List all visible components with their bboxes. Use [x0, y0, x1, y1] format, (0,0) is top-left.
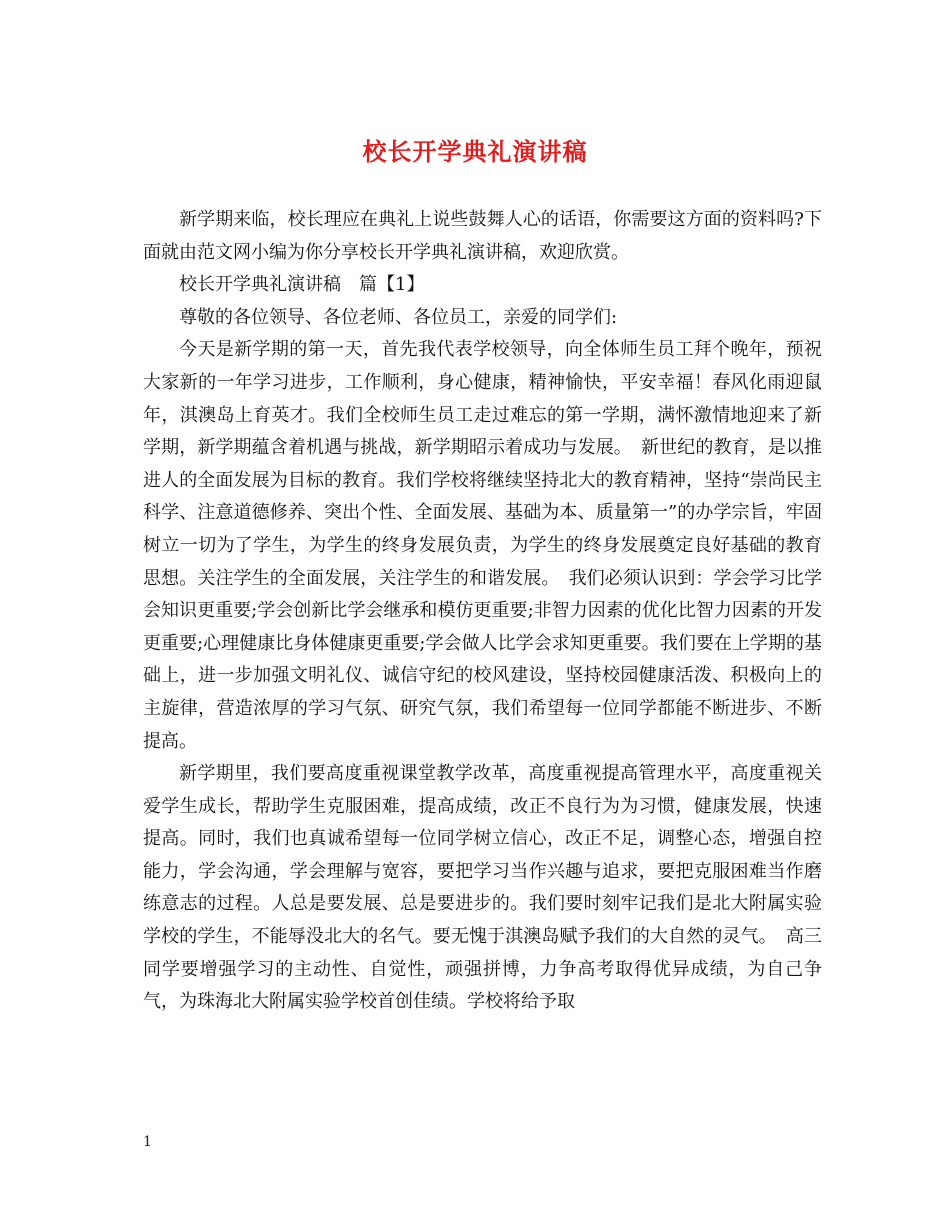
paragraph-body-1: 今天是新学期的第一天，首先我代表学校领导，向全体师生员工拜个晚年，预祝大家新的一年学习进步，工作顺利，身心健康，精神愉快，平安幸福！春风化雨迎鼠年，淇澳岛上育英才。我们全校师生员工走过难忘的第一学期，满怀激情地迎来了新学期，新学期蕴含着机遇与挑战，新学期昭示着成功与发展。 新世纪的教育，是以推进人的全面发展为目标的教育。我们学校将继续坚持北大的教育精神，坚持“崇尚民主科学、注意道德修养、突出个性、全面发展、基础为本、质量第一”的办学宗旨，牢固树立一切为了学生，为学生的终身发展负责，为学生的终身发展奠定良好基础的教育思想。关注学生的全面发展，关注学生的和谐发展。 我们必须认识到：学会学习比学会知识更重要;学会创新比学会继承和模仿更重要;非智力因素的优化比智力因素的开发更重要;心理健康比身体健康更重要;学会做人比学会求知更重要。我们要在上学期的基础上，进一步加强文明礼仪、诚信守纪的校风建设，坚持校园健康活泼、积极向上的主旋律，营造浓厚的学习气氛、研究气氛，我们希望每一位同学都能不断进步、不断提高。	[143, 339, 822, 752]
page-number: 1	[143, 1134, 152, 1150]
salutation: 尊敬的各位领导、各位老师、各位员工，亲爱的同学们:	[179, 306, 618, 328]
section-heading: 校长开学典礼演讲稿 篇【1】	[179, 274, 425, 296]
paragraph-body-2: 新学期里，我们要高度重视课堂教学改革，高度重视提高管理水平，高度重视关爱学生成长，帮助学生克服困难，提高成绩，改正不良行为为习惯，健康发展，快速提高。同时，我们也真诚希望每一位同学树立信心，改正不足，调整心态，增强自控能力，学会沟通，学会理解与宽容，要把学习当作兴趣与追求，要把克服困难当作磨练意志的过程。人总是要发展、总是要进步的。我们要时刻牢记我们是北大附属实验学校的学生，不能辱没北大的名气。要无愧于淇澳岛赋予我们的大自然的灵气。 高三同学要增强学习的主动性、自觉性，顽强拼博，力争高考取得优异成绩，为自己争气，为珠海北大附属实验学校首创佳绩。学校将给予取	[143, 763, 822, 1013]
document-body	[143, 204, 822, 1019]
paragraph-intro: 新学期来临，校长理应在典礼上说些鼓舞人心的话语，你需要这方面的资料吗?下面就由范文网小编为你分享校长开学典礼演讲稿，欢迎欣赏。	[143, 209, 822, 263]
document-title: 校长开学典礼演讲稿	[362, 137, 588, 166]
